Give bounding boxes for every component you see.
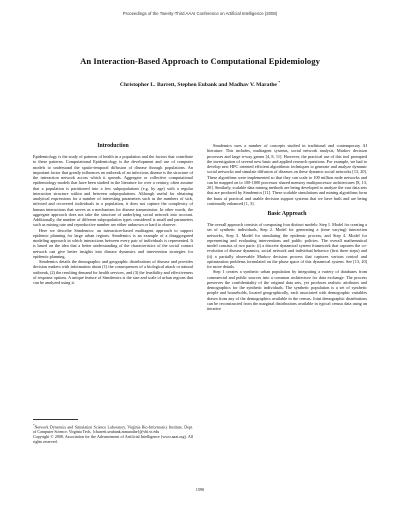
paper-title: An Interaction-Based Approach to Computational Epidemiology: [80, 56, 320, 66]
intro-paragraph-3: Simdemics details the demographic and geographic distributions of disease and provides decision makers with information about (1) the consequences of a biological attack or natural outbreak, (2) the resulting demand for health services, and (3) the feasibility and effectiveness of response options. A unique feature of Simdemics is the size and scale of urban regions that can be analyzed using it.: [33, 259, 193, 285]
author-footnote-mark: *: [278, 80, 281, 84]
affiliation-text: Network Dynamics and Simulation Science Laboratory, Virginia Bio-Informatics Institute, Dept. of Computer Science, Virginia Tech, {cbarrett,seubank,mmarathe}@vbi.vt.edu: [33, 424, 193, 435]
right-column: [207, 143, 367, 311]
footnote-mark: *: [33, 423, 35, 427]
right-paragraph-1: Simdemics uses a number of concepts studied in traditional and contemporary AI literature. This includes, multiagent systems, social network analysis, Markov decision processes and large n-way games [4, 8, 11]. However, the practical use of this tool prompted the investigation of several new basic and applied research questions. For example, we had to develop new HPC oriented efficient algorithmic techniques to generate and analyze dynamic social networks and simulate diffusion of diseases on these dynamic social networks [13, 20]. These algorithms were implemented so that they can scale to 100 million node networks and can be mapped on to 100-1000 processor shared memory multiprocessor architectures [8, 13, 20]. Similarly, scalable data mining methods are being developed to analyze the vast data sets that are produced by Simdemics [11]. These scalable simulations and mining algorithms form the basis of practical and usable decision support systems that we have built and are being continually enhanced [1, 3].: [207, 143, 367, 206]
basic-approach-heading: Basic Approach: [267, 211, 307, 217]
copyright-notice: Copyright © 2008, Association for the Advancement of Artificial Intelligence (www.aaai.org). All rights reserved.: [33, 434, 193, 445]
introduction-heading: Introduction: [97, 143, 129, 149]
author-names: Christopher L. Barrett, Stephen Eubank and Madhav V. Marathe: [119, 81, 277, 88]
footnote-divider: [33, 419, 78, 420]
author-line: [0, 80, 400, 88]
intro-paragraph-2: Here we describe Simdemics: an interaction-based multiagent approach to support epidemic planning for large urban regions. Simdemics is an example of a disaggregated modeling approach in which interactions between every pair of individuals is represented. It is based on the idea that a better understanding of the characteristics of the social contact network can give better insights into disease dynamics and intervention strategies for epidemic planning.: [33, 227, 193, 259]
page-number: 1590: [195, 487, 205, 492]
left-column: [33, 143, 193, 285]
proceedings-header: Proceedings of the Twenty-Third AAAI Conference on Artificial Intelligence (2008): [122, 11, 278, 16]
footnote: [33, 423, 193, 444]
intro-paragraph-1: Epidemiology is the study of patterns of health in a population and the factors that contribute to these patterns. Computational Epidemiology is the development and use of computer models to understand the spatio-temporal diffusion of disease through populations. An important factor that greatly influences an outbreak of an infectious disease is the structure of the interaction network across which it spreads. Aggregate or collective computational epidemiology models that have been studied in the literature for over a century, often assume that a population is partitioned into a few subpopulations (e.g. by age) with a regular interaction structure within and between subpopulations. Although useful for obtaining analytical expressions for a number of interesting parameters such as the numbers of sick, infected and recovered individuals in a population, it does not capture the complexity of human interactions that serves as a mechanism for disease transmission. In other words, the aggregate approach does not take the structure of underlying social network into account. Additionally, the number of different subpopulation types considered is small and parameters such as mixing rate and reproductive number are either unknown or hard to observe.: [33, 154, 193, 228]
affiliation-footnote: [33, 423, 193, 434]
right-paragraph-2: The overall approach consists of composing four distinct models: Step 1. Model for creating a set of synthetic individuals, Step 2. Model for generating a (time varying) interaction networks, Step 3. Model for simulating the epidemic process, and Step 4. Model for representing and evaluating interventions and public policies. The overall mathematical model consists of two parts: (i) a discrete dynamical system framework that captures the co-evolution of disease dynamics, social network and individual behavior (first three steps) and (ii) a partially observable Markov decision process that captures various control and optimization problems formulated on the phase space of this dynamical system. See [13, 20] for more details.: [207, 222, 367, 269]
right-paragraph-3: Step 1 creates a synthetic urban population by integrating a variety of databases from commercial and public sources into a common architecture for data exchange. The process preserves the confidentiality of the original data sets, yet produces realistic attributes and demographics for the synthetic individuals. The synthetic population is a set of synthetic people and households, located geographically, each associated with demographic variables drawn from any of the demographics available in the census. Joint demographic distributions can be reconstructed from the marginal distributions available in typical census data using an iterative: [207, 269, 367, 311]
